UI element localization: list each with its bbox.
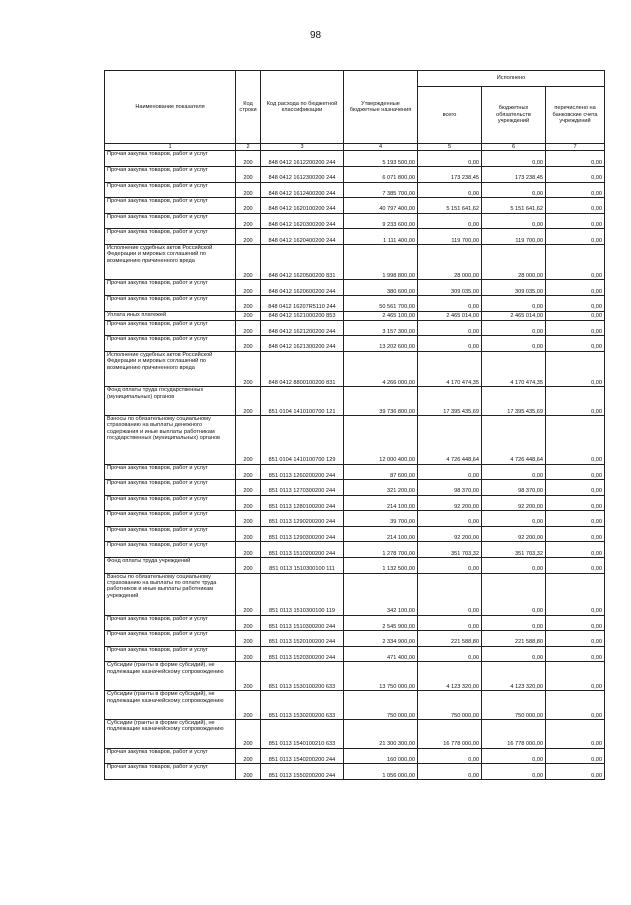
cell-approved: 50 561 700,00 (344, 295, 418, 311)
cell-obligations: 0,00 (482, 748, 546, 764)
cell-total: 0,00 (418, 748, 482, 764)
column-number-row (105, 144, 605, 151)
cell-obligations: 0,00 (482, 464, 546, 480)
cell-name: Исполнение судебных актов Российской Федерации и мировых соглашений по возмещению причиненного вреда (105, 351, 236, 386)
table-row (105, 151, 605, 167)
cell-name: Прочая закупка товаров, работ и услуг (105, 182, 236, 198)
cell-line-code: 200 (236, 691, 261, 720)
cell-total: 4 170 474,35 (418, 351, 482, 386)
cell-total: 0,00 (418, 558, 482, 574)
cell-line-code: 200 (236, 351, 261, 386)
cell-name: Прочая закупка товаров, работ и услуг (105, 495, 236, 511)
cell-obligations: 0,00 (482, 336, 546, 352)
cell-line-code: 200 (236, 167, 261, 183)
cell-obligations: 0,00 (482, 295, 546, 311)
cell-name: Прочая закупка товаров, работ и услуг (105, 526, 236, 542)
cell-line-code: 200 (236, 229, 261, 245)
cell-approved: 5 193 500,00 (344, 151, 418, 167)
cell-total: 0,00 (418, 573, 482, 615)
cell-expense-code: 851 0113 1530100200 633 (261, 662, 344, 691)
cell-obligations: 0,00 (482, 764, 546, 780)
cell-name: Фонд оплаты труда учреждений (105, 558, 236, 574)
cell-approved: 1 278 700,00 (344, 542, 418, 558)
cell-expense-code: 851 0113 1270300200 244 (261, 480, 344, 496)
cell-line-code: 200 (236, 542, 261, 558)
cell-obligations: 0,00 (482, 615, 546, 631)
cell-expense-code: 848 0412 1620100200 244 (261, 198, 344, 214)
cell-name: Прочая закупка товаров, работ и услуг (105, 198, 236, 214)
cell-approved: 87 600,00 (344, 464, 418, 480)
cell-expense-code: 851 0104 1410100700 129 (261, 415, 344, 464)
cell-transferred: 0,00 (546, 387, 605, 416)
cell-approved: 380 600,00 (344, 280, 418, 296)
cell-approved: 40 797 400,00 (344, 198, 418, 214)
cell-total: 4 726 448,64 (418, 415, 482, 464)
cell-expense-code: 848 0412 1620600200 244 (261, 280, 344, 296)
cell-transferred: 0,00 (546, 151, 605, 167)
cell-approved: 2 545 900,00 (344, 615, 418, 631)
cell-transferred: 0,00 (546, 229, 605, 245)
cell-total: 0,00 (418, 336, 482, 352)
cell-total: 0,00 (418, 464, 482, 480)
cell-obligations: 92 200,00 (482, 495, 546, 511)
cell-line-code: 200 (236, 213, 261, 229)
table-row (105, 764, 605, 780)
cell-transferred: 0,00 (546, 495, 605, 511)
cell-approved: 1 132 500,00 (344, 558, 418, 574)
table-row (105, 351, 605, 386)
cell-obligations: 119 700,00 (482, 229, 546, 245)
header-approved: Утвержденные бюджетные назначения (344, 71, 418, 144)
cell-obligations: 4 726 448,64 (482, 415, 546, 464)
table-row (105, 198, 605, 214)
cell-approved: 3 157 300,00 (344, 320, 418, 336)
column-number: 3 (261, 144, 344, 151)
cell-obligations: 0,00 (482, 573, 546, 615)
cell-transferred: 0,00 (546, 280, 605, 296)
cell-total: 0,00 (418, 320, 482, 336)
cell-expense-code: 851 0113 1510300100 111 (261, 558, 344, 574)
cell-approved: 4 266 000,00 (344, 351, 418, 386)
table-row (105, 511, 605, 527)
cell-transferred: 0,00 (546, 558, 605, 574)
table-row (105, 631, 605, 647)
cell-transferred: 0,00 (546, 167, 605, 183)
cell-transferred: 0,00 (546, 662, 605, 691)
cell-approved: 1 998 800,00 (344, 244, 418, 279)
cell-obligations: 0,00 (482, 213, 546, 229)
cell-total: 0,00 (418, 213, 482, 229)
cell-approved: 321 200,00 (344, 480, 418, 496)
table-row (105, 691, 605, 720)
cell-expense-code: 851 0113 1510300200 244 (261, 615, 344, 631)
cell-name: Прочая закупка товаров, работ и услуг (105, 464, 236, 480)
cell-transferred: 0,00 (546, 748, 605, 764)
cell-name: Взносы по обязательному социальному страхованию на выплаты денежного содержания и иные выплаты работникам государственных (муниципальных) органов (105, 415, 236, 464)
cell-name: Прочая закупка товаров, работ и услуг (105, 280, 236, 296)
table-row (105, 558, 605, 574)
cell-name: Прочая закупка товаров, работ и услуг (105, 511, 236, 527)
cell-name: Прочая закупка товаров, работ и услуг (105, 748, 236, 764)
cell-obligations: 4 170 474,35 (482, 351, 546, 386)
cell-transferred: 0,00 (546, 511, 605, 527)
cell-expense-code: 851 0113 1280100200 244 (261, 495, 344, 511)
page-number: 98 (309, 30, 322, 41)
table-row (105, 213, 605, 229)
cell-line-code: 200 (236, 387, 261, 416)
cell-line-code: 200 (236, 646, 261, 662)
cell-name: Прочая закупка товаров, работ и услуг (105, 213, 236, 229)
cell-name: Прочая закупка товаров, работ и услуг (105, 542, 236, 558)
table-row (105, 615, 605, 631)
cell-approved: 39 700,00 (344, 511, 418, 527)
cell-transferred: 0,00 (546, 464, 605, 480)
cell-approved: 9 233 600,00 (344, 213, 418, 229)
cell-expense-code: 848 0412 1612200200 244 (261, 151, 344, 167)
cell-name: Субсидии (гранты в форме субсидий), не подлежащие казначейскому сопровождению (105, 662, 236, 691)
cell-approved: 214 100,00 (344, 526, 418, 542)
table-row (105, 415, 605, 464)
table-row (105, 720, 605, 749)
cell-total: 0,00 (418, 182, 482, 198)
cell-line-code: 200 (236, 320, 261, 336)
cell-total: 351 703,32 (418, 542, 482, 558)
cell-obligations: 98 370,00 (482, 480, 546, 496)
cell-expense-code: 848 0412 8800100200 831 (261, 351, 344, 386)
column-number: 2 (236, 144, 261, 151)
cell-obligations: 351 703,32 (482, 542, 546, 558)
cell-line-code: 200 (236, 415, 261, 464)
cell-obligations: 0,00 (482, 646, 546, 662)
cell-transferred: 0,00 (546, 526, 605, 542)
cell-obligations: 750 000,00 (482, 691, 546, 720)
table-row (105, 387, 605, 416)
table-row (105, 646, 605, 662)
cell-transferred: 0,00 (546, 615, 605, 631)
cell-total: 5 151 641,62 (418, 198, 482, 214)
cell-total: 0,00 (418, 646, 482, 662)
cell-total: 98 370,00 (418, 480, 482, 496)
cell-line-code: 200 (236, 615, 261, 631)
cell-approved: 13 202 600,00 (344, 336, 418, 352)
cell-expense-code: 848 0412 1620500200 831 (261, 244, 344, 279)
cell-name: Прочая закупка товаров, работ и услуг (105, 229, 236, 245)
cell-expense-code: 851 0113 1530200200 633 (261, 691, 344, 720)
cell-transferred: 0,00 (546, 295, 605, 311)
cell-transferred: 0,00 (546, 351, 605, 386)
cell-approved: 6 071 800,00 (344, 167, 418, 183)
cell-total: 4 123 320,00 (418, 662, 482, 691)
cell-approved: 750 000,00 (344, 691, 418, 720)
cell-expense-code: 848 0412 1621300200 244 (261, 336, 344, 352)
cell-line-code: 200 (236, 558, 261, 574)
cell-transferred: 0,00 (546, 320, 605, 336)
cell-transferred: 0,00 (546, 336, 605, 352)
cell-line-code: 200 (236, 511, 261, 527)
cell-name: Прочая закупка товаров, работ и услуг (105, 480, 236, 496)
cell-transferred: 0,00 (546, 691, 605, 720)
cell-line-code: 200 (236, 495, 261, 511)
cell-approved: 21 300 300,00 (344, 720, 418, 749)
cell-approved: 7 385 700,00 (344, 182, 418, 198)
cell-approved: 160 000,00 (344, 748, 418, 764)
cell-expense-code: 851 0113 1540100210 633 (261, 720, 344, 749)
cell-total: 173 238,45 (418, 167, 482, 183)
cell-name: Прочая закупка товаров, работ и услуг (105, 631, 236, 647)
cell-line-code: 200 (236, 244, 261, 279)
cell-expense-code: 851 0113 1520100200 244 (261, 631, 344, 647)
budget-execution-table (104, 70, 605, 780)
table-row (105, 229, 605, 245)
cell-obligations: 221 588,80 (482, 631, 546, 647)
cell-line-code: 200 (236, 480, 261, 496)
cell-line-code: 200 (236, 336, 261, 352)
cell-obligations: 0,00 (482, 558, 546, 574)
cell-expense-code: 848 0412 1621200200 244 (261, 320, 344, 336)
table-row (105, 464, 605, 480)
cell-obligations: 5 151 641,62 (482, 198, 546, 214)
header-budget-obligations: бюджетных обязательств учреждений (482, 87, 546, 144)
cell-total: 221 588,80 (418, 631, 482, 647)
cell-transferred: 0,00 (546, 213, 605, 229)
cell-transferred: 0,00 (546, 311, 605, 320)
column-number: 4 (344, 144, 418, 151)
cell-expense-code: 851 0113 1510300100 119 (261, 573, 344, 615)
table-row (105, 480, 605, 496)
cell-transferred: 0,00 (546, 198, 605, 214)
table-row (105, 182, 605, 198)
header-total: всего (418, 87, 482, 144)
cell-obligations: 16 778 000,00 (482, 720, 546, 749)
table-row (105, 167, 605, 183)
table-row (105, 244, 605, 279)
cell-name: Субсидии (гранты в форме субсидий), не подлежащие казначейскому сопровождению (105, 691, 236, 720)
cell-name: Взносы по обязательному социальному страхованию на выплаты по оплате труда работников и иные выплаты работникам учреждений (105, 573, 236, 615)
cell-name: Уплата иных платежей (105, 311, 236, 320)
table-row (105, 295, 605, 311)
cell-approved: 12 000 400,00 (344, 415, 418, 464)
cell-transferred: 0,00 (546, 542, 605, 558)
cell-line-code: 200 (236, 198, 261, 214)
cell-name: Субсидии (гранты в форме субсидий), не подлежащие казначейскому сопровождению (105, 720, 236, 749)
table-row (105, 573, 605, 615)
cell-obligations: 0,00 (482, 511, 546, 527)
cell-obligations: 0,00 (482, 320, 546, 336)
cell-approved: 342 100,00 (344, 573, 418, 615)
column-number: 6 (482, 144, 546, 151)
cell-line-code: 200 (236, 464, 261, 480)
cell-obligations: 4 123 320,00 (482, 662, 546, 691)
table-row (105, 311, 605, 320)
cell-obligations: 309 035,00 (482, 280, 546, 296)
cell-transferred: 0,00 (546, 415, 605, 464)
cell-expense-code: 851 0104 1410100700 121 (261, 387, 344, 416)
header-transferred: перечислено на банковские счета учреждений (546, 87, 605, 144)
cell-line-code: 200 (236, 182, 261, 198)
cell-expense-code: 851 0113 1540200200 244 (261, 748, 344, 764)
cell-expense-code: 851 0113 1510200200 244 (261, 542, 344, 558)
table-row (105, 748, 605, 764)
cell-total: 92 200,00 (418, 495, 482, 511)
cell-expense-code: 851 0113 1520300200 244 (261, 646, 344, 662)
cell-total: 119 700,00 (418, 229, 482, 245)
cell-expense-code: 851 0113 1290200200 244 (261, 511, 344, 527)
table-row (105, 495, 605, 511)
table-row (105, 662, 605, 691)
cell-expense-code: 848 0412 1621000200 853 (261, 311, 344, 320)
table-row (105, 280, 605, 296)
cell-line-code: 200 (236, 662, 261, 691)
cell-expense-code: 848 0412 16207R5110 244 (261, 295, 344, 311)
cell-total: 0,00 (418, 511, 482, 527)
cell-obligations: 2 465 014,00 (482, 311, 546, 320)
cell-approved: 13 750 000,00 (344, 662, 418, 691)
cell-line-code: 200 (236, 748, 261, 764)
cell-line-code: 200 (236, 720, 261, 749)
cell-transferred: 0,00 (546, 573, 605, 615)
cell-expense-code: 848 0412 1620300200 244 (261, 213, 344, 229)
cell-approved: 214 100,00 (344, 495, 418, 511)
cell-total: 0,00 (418, 151, 482, 167)
cell-approved: 1 111 400,00 (344, 229, 418, 245)
cell-line-code: 200 (236, 631, 261, 647)
cell-line-code: 200 (236, 526, 261, 542)
cell-name: Прочая закупка товаров, работ и услуг (105, 336, 236, 352)
header-executed: Исполнено (418, 71, 605, 87)
cell-name: Фонд оплаты труда государственных (муниципальных) органов (105, 387, 236, 416)
cell-obligations: 0,00 (482, 182, 546, 198)
column-number: 5 (418, 144, 482, 151)
cell-total: 28 000,00 (418, 244, 482, 279)
column-number: 7 (546, 144, 605, 151)
cell-name: Прочая закупка товаров, работ и услуг (105, 764, 236, 780)
cell-transferred: 0,00 (546, 631, 605, 647)
cell-line-code: 200 (236, 311, 261, 320)
cell-line-code: 200 (236, 151, 261, 167)
cell-obligations: 17 395 435,69 (482, 387, 546, 416)
cell-expense-code: 848 0412 1612400200 244 (261, 182, 344, 198)
cell-name: Прочая закупка товаров, работ и услуг (105, 295, 236, 311)
cell-approved: 2 334 900,00 (344, 631, 418, 647)
cell-total: 0,00 (418, 615, 482, 631)
cell-total: 309 035,00 (418, 280, 482, 296)
cell-transferred: 0,00 (546, 720, 605, 749)
cell-name: Прочая закупка товаров, работ и услуг (105, 646, 236, 662)
cell-expense-code: 851 0113 1260200200 244 (261, 464, 344, 480)
cell-transferred: 0,00 (546, 480, 605, 496)
cell-transferred: 0,00 (546, 244, 605, 279)
table-row (105, 526, 605, 542)
header-line-code: Код строки (236, 71, 261, 144)
cell-total: 0,00 (418, 295, 482, 311)
cell-line-code: 200 (236, 764, 261, 780)
cell-approved: 471 400,00 (344, 646, 418, 662)
cell-line-code: 200 (236, 280, 261, 296)
cell-expense-code: 851 0113 1550200200 244 (261, 764, 344, 780)
cell-total: 16 778 000,00 (418, 720, 482, 749)
cell-expense-code: 848 0412 1612300200 244 (261, 167, 344, 183)
cell-transferred: 0,00 (546, 646, 605, 662)
table-row (105, 320, 605, 336)
cell-expense-code: 848 0412 1620400200 244 (261, 229, 344, 245)
cell-transferred: 0,00 (546, 182, 605, 198)
table-row (105, 542, 605, 558)
cell-transferred: 0,00 (546, 764, 605, 780)
cell-name: Прочая закупка товаров, работ и услуг (105, 615, 236, 631)
cell-obligations: 0,00 (482, 151, 546, 167)
cell-expense-code: 851 0113 1290300200 244 (261, 526, 344, 542)
cell-total: 92 200,00 (418, 526, 482, 542)
cell-total: 2 465 014,00 (418, 311, 482, 320)
table-row (105, 336, 605, 352)
cell-name: Прочая закупка товаров, работ и услуг (105, 167, 236, 183)
cell-name: Прочая закупка товаров, работ и услуг (105, 320, 236, 336)
cell-line-code: 200 (236, 295, 261, 311)
cell-approved: 1 056 000,00 (344, 764, 418, 780)
cell-name: Прочая закупка товаров, работ и услуг (105, 151, 236, 167)
cell-obligations: 28 000,00 (482, 244, 546, 279)
cell-approved: 2 465 100,00 (344, 311, 418, 320)
cell-obligations: 173 238,45 (482, 167, 546, 183)
cell-obligations: 92 200,00 (482, 526, 546, 542)
header-expense-code: Код расхода по бюджетной классификации (261, 71, 344, 144)
cell-line-code: 200 (236, 573, 261, 615)
cell-approved: 39 736 800,00 (344, 387, 418, 416)
table-body (105, 151, 605, 780)
column-number: 1 (105, 144, 236, 151)
cell-total: 17 395 435,69 (418, 387, 482, 416)
cell-total: 0,00 (418, 764, 482, 780)
cell-name: Исполнение судебных актов Российской Федерации и мировых соглашений по возмещению причиненного вреда (105, 244, 236, 279)
cell-total: 750 000,00 (418, 691, 482, 720)
header-name: Наименование показателя (105, 71, 236, 144)
